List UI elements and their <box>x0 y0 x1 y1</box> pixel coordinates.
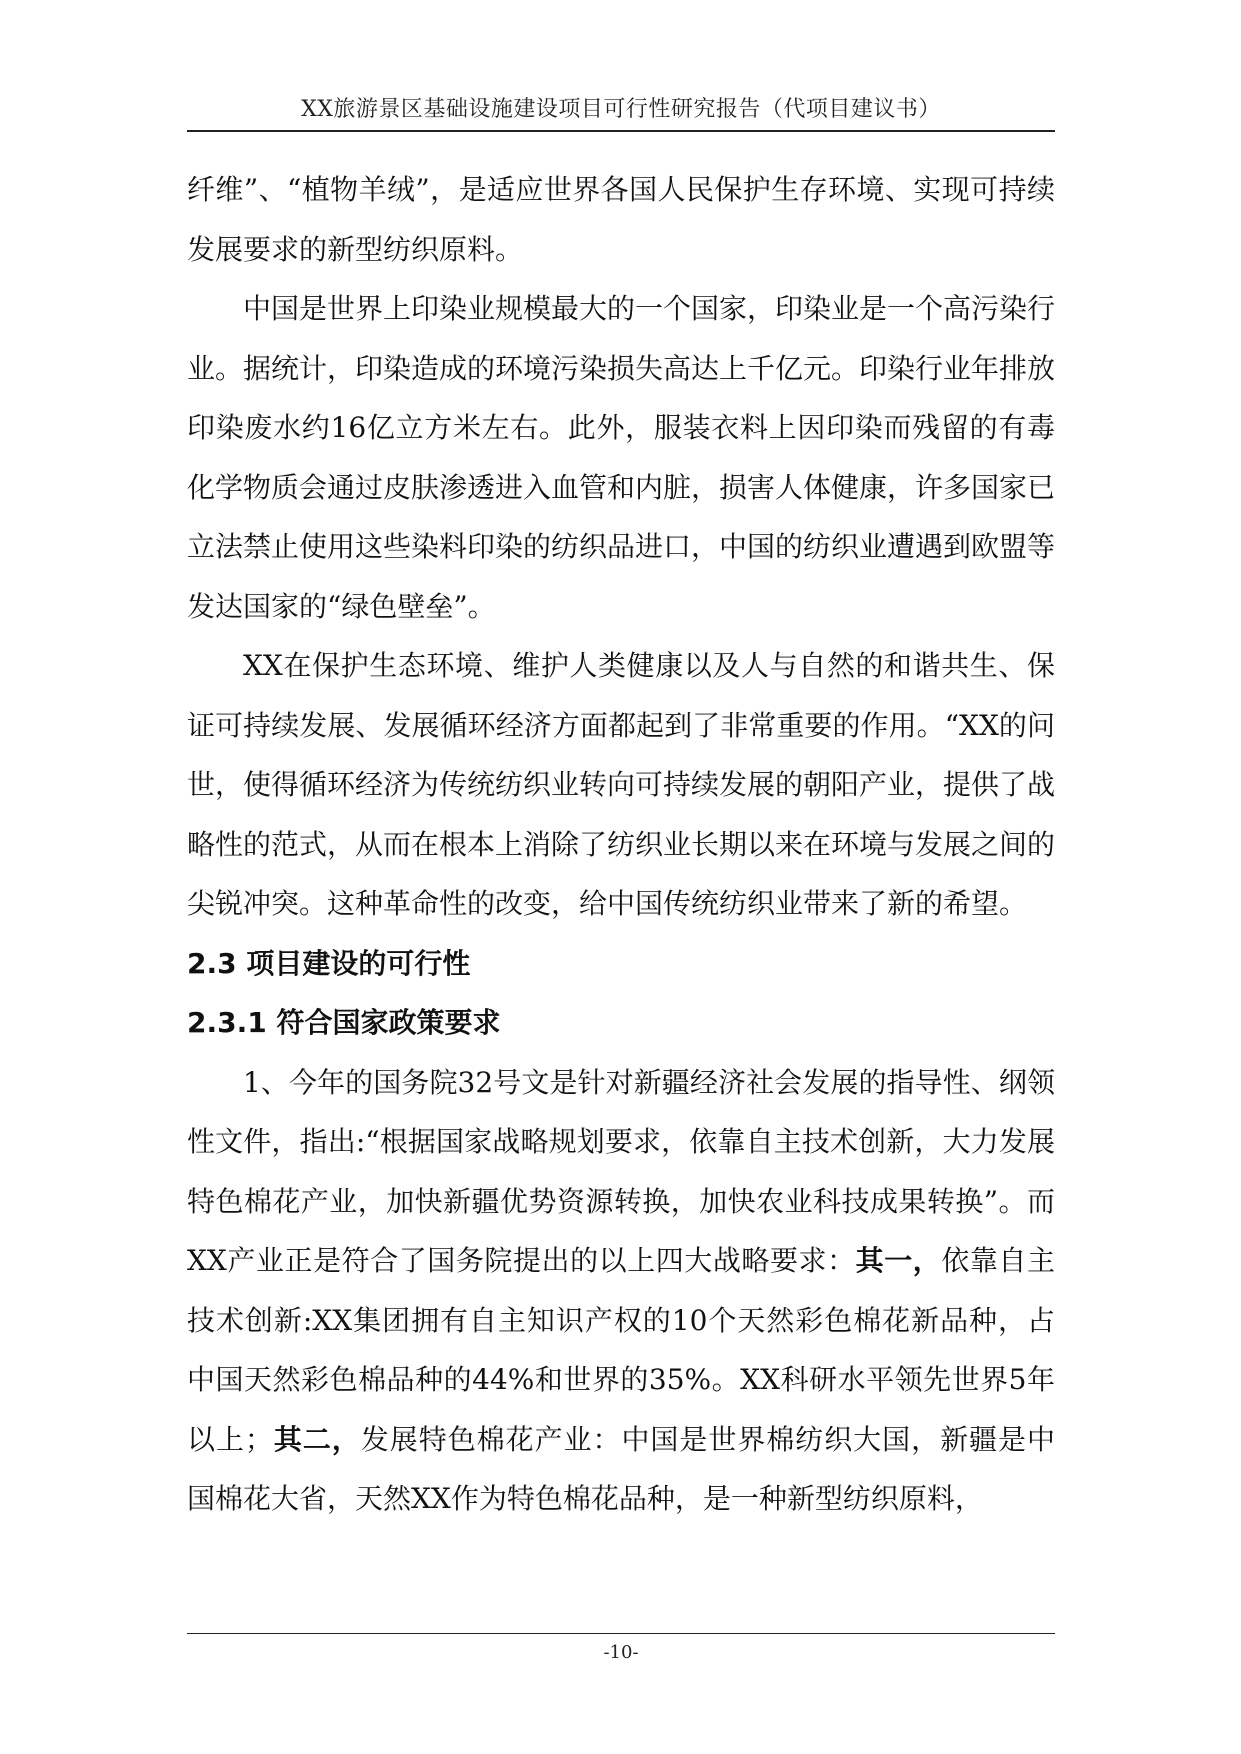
emphasis-text: 其一， <box>855 1244 942 1277</box>
header-rule <box>187 130 1055 132</box>
paragraph-text: 1、今年的国务院32号文是针对新疆经济社会发展的指导性、纲领性文件，指出:“根据国家战略规划要求，依靠自主技术创新，大力发展特色棉花产业，加快新疆优势资源转换，加快农业科技成果转换”。而XX产业正是符合了国务院提出的以上四大战略要求： <box>187 1065 1055 1277</box>
section-heading: 2.3 项目建设的可行性 <box>187 946 471 980</box>
body-text <box>187 160 1055 1529</box>
paragraph-text: 依靠自主技术创新:XX集团拥有自主知识产权的10个天然彩色棉花新品种，占中国天然彩色棉品种的44%和世界的35%。XX科研水平领先世界5年以上； <box>187 1244 1055 1456</box>
footer-rule <box>187 1633 1055 1634</box>
paragraph: 中国是世界上印染业规模最大的一个国家，印染业是一个高污染行业。据统计，印染造成的环境污染损失高达上千亿元。印染行业年排放印染废水约16亿立方米左右。此外，服装衣料上因印染而残留的有毒化学物质会通过皮肤渗透进入血管和内脏，损害人体健康，许多国家已立法禁止使用这些染料印染的纺织品进口，中国的纺织业遭遇到欧盟等发达国家的“绿色壁垒”。 <box>187 292 1056 623</box>
running-header: XX旅游景区基础设施建设项目可行性研究报告（代项目建议书） <box>301 97 941 122</box>
paragraph-text: 发展特色棉花产业：中国是世界棉纺织大国，新疆是中国棉花大省，天然XX作为特色棉花品种，是一种新型纺织原料， <box>187 1422 1055 1515</box>
subsection-heading: 2.3.1 符合国家政策要求 <box>187 1006 501 1039</box>
emphasis-text: 其二， <box>272 1422 361 1456</box>
page-number: -10- <box>603 1642 639 1663</box>
paragraph: XX在保护生态环境、维护人类健康以及人与自然的和谐共生、保证可持续发展、发展循环经济方面都起到了非常重要的作用。“XX的问世，使得循环经济为传统纺织业转向可持续发展的朝阳产业，提供了战略性的范式，从而在根本上消除了纺织业长期以来在环境与发展之间的尖锐冲突。这种革命性的改变，给中国传统纺织业带来了新的希望。 <box>187 649 1056 920</box>
paragraph: 纤维”、“植物羊绒”，是适应世界各国人民保护生存环境、实现可持续发展要求的新型纺织原料。 <box>187 173 1055 266</box>
paragraph <box>187 1053 1055 1529</box>
